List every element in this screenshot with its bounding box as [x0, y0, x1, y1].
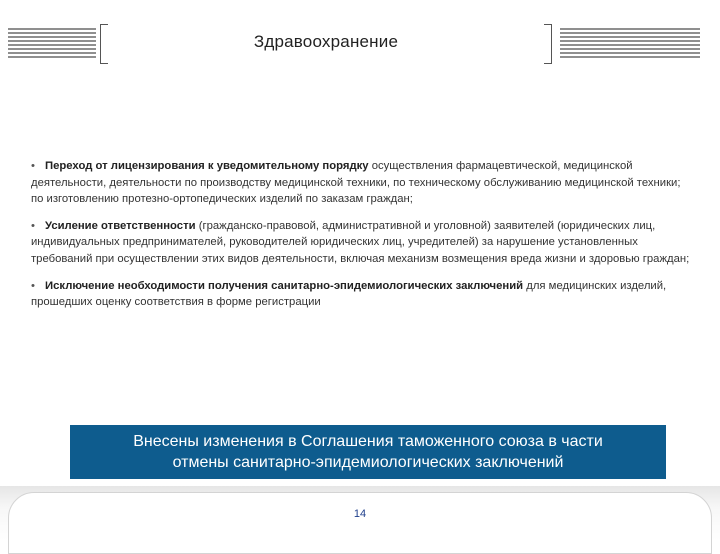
bullet-text: (гражданско-правовой, административной и уголовной) заявителей (юридических лиц, индивидуальных предпринимателей, руководителей юридических лиц, учредителей) за нарушение установленных требований при осуществлении этих видов деятельности, включая механизм возмещения вреда жизни и здоровью граждан; [31, 219, 690, 265]
footer-frame [8, 492, 712, 554]
title-bracket-right [544, 24, 552, 64]
slide-title: Здравоохранение [253, 32, 399, 51]
bullet-item [31, 218, 691, 268]
bullet-bold-text: Исключение необходимости получения санитарно-эпидемиологических заключений [45, 279, 524, 292]
bullet-item [31, 278, 691, 311]
bullet-bold-text: Переход от лицензирования к уведомительному порядку [45, 160, 369, 172]
header-stripes-right [560, 28, 700, 58]
bullet-marker: • [31, 160, 35, 172]
bullet-text: для медицинских изделий, прошедших оценку соответствия в форме регистрации [31, 279, 667, 309]
page-number: 14 [353, 508, 367, 520]
title-bracket-left [100, 24, 108, 64]
bullet-marker: • [31, 279, 35, 292]
callout-line-1: Внесены изменения в Соглашения таможенного союза в части [133, 433, 603, 450]
bullet-marker: • [31, 219, 35, 232]
bullet-text: осуществления фармацевтической, медицинской деятельности, деятельности по производству медицинской техники, по техническому обслуживанию медицинской техники; по изготовлению протезно-ортопедических изделий по заказам граждан; [31, 160, 681, 206]
bullet-item [31, 158, 691, 208]
callout-box [70, 425, 666, 479]
bullet-list [31, 158, 691, 321]
bullet-bold-text: Усиление ответственности [45, 219, 196, 232]
callout-line-2: отмены санитарно-эпидемиологических заключений [172, 454, 564, 471]
header-stripes-left [8, 28, 96, 58]
